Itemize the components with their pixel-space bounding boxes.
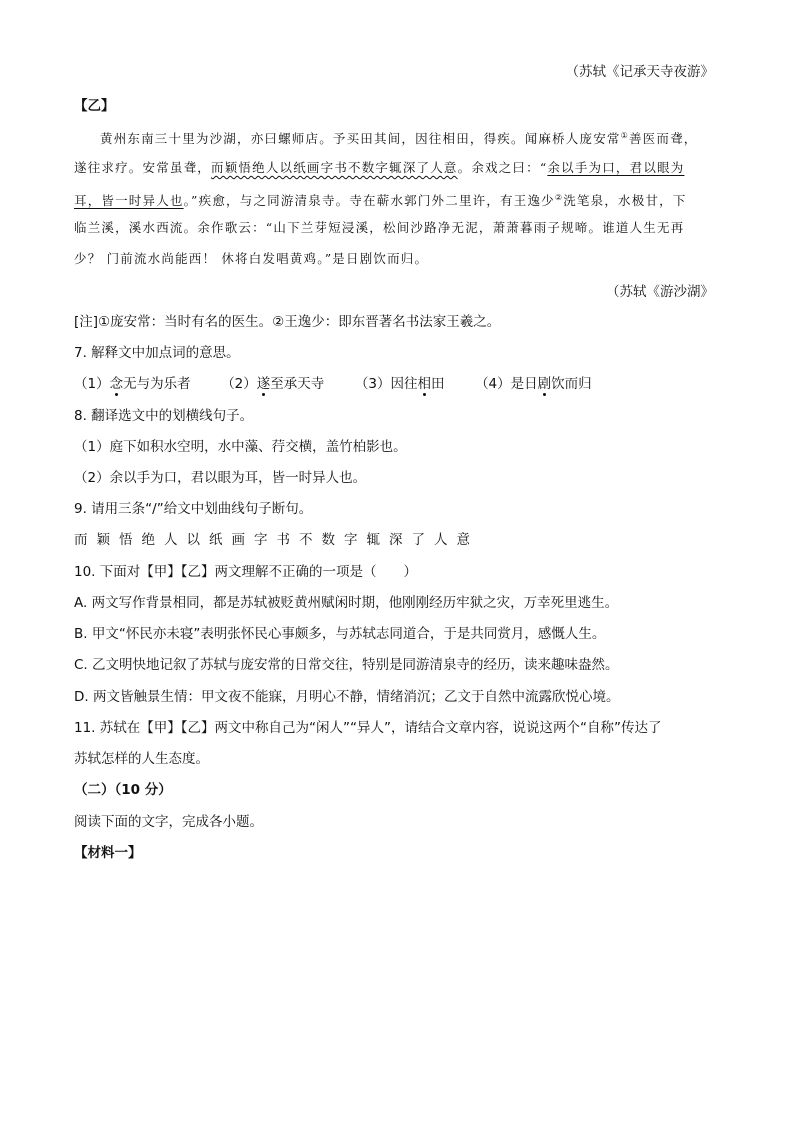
q8-stem: 8. 翻译选文中的划横线句子。 xyxy=(74,408,254,424)
jia-source: （苏轼《记承天寺夜游》 xyxy=(565,64,714,80)
q7-stem: 7. 解释文中加点词的意思。 xyxy=(74,345,240,361)
q9-sentence: 而颖悟绝人以纸画字书不数字辄深了人意 xyxy=(74,532,479,548)
annotation: [注]①庞安常：当时有名的医生。②王逸少：即东晋著名书法家王羲之。 xyxy=(74,314,501,330)
material-1-heading: 【材料一】 xyxy=(74,845,142,861)
dotted-word-ju: 剧 xyxy=(537,376,552,392)
passage-line-5: 少？ 门前流水尚能西！ 休将白发唱黄鸡。”是日剧饮而归。 xyxy=(74,251,429,266)
dotted-word-xiang: 相 xyxy=(417,376,431,392)
underlined-sentence-part-1: 余以手为口，君以眼为 xyxy=(547,160,685,175)
q8-sentence-1: （1）庭下如积水空明，水中藻、荇交横，盖竹柏影也。 xyxy=(74,439,407,455)
q9-stem: 9. 请用三条“/”给文中划曲线句子断句。 xyxy=(74,501,313,517)
q11-line-2: 苏轼怎样的人生态度。 xyxy=(74,751,209,767)
passage-line-1: 黄州东南三十里为沙湖，亦曰螺师店。予买田其间，因往相田，得疾。闻麻桥人庞安常①善医而聋， xyxy=(100,131,698,147)
yi-source: （苏轼《游沙湖》 xyxy=(606,284,714,300)
read-instruction: 阅读下面的文字，完成各小题。 xyxy=(74,814,263,830)
q10-option-a: A. 两文写作背景相同，都是苏轼被贬黄州赋闲时期，他刚刚经历牢狱之灾，万幸死里逃生。 xyxy=(74,595,619,611)
q10-option-b: B. 甲文“怀民亦未寝”表明张怀民心事颇多，与苏轼志同道合，于是共同赏月，感慨人生。 xyxy=(74,626,606,642)
note-1-mark: ① xyxy=(620,131,629,140)
q7-items: （1）念无与为乐者 （2）遂至承天寺 （3）因往相田 （4）是日剧饮而归 xyxy=(74,376,592,392)
wavy-underlined-sentence: 而颖悟绝人以纸画字书不数字辄深了人意 xyxy=(211,160,458,175)
dotted-word-nian: 念 xyxy=(109,376,124,392)
note-2-mark: ② xyxy=(554,193,564,202)
underlined-sentence-part-2: 耳，皆一时异人也 xyxy=(74,193,184,209)
section-2-heading: （二）（10 分） xyxy=(74,782,172,798)
passage-line-4: 临兰溪，溪水西流。余作歌云：“山下兰芽短浸溪，松间沙路净无泥，萧萧暮雨子规啼。谁道人生无再 xyxy=(74,220,685,235)
passage-line-2: 遂往求疗。安常虽聋，而颖悟绝人以纸画字书不数字辄深了人意。余戏之曰：“余以手为口，君以眼为 xyxy=(74,160,685,175)
yi-heading: 【乙】 xyxy=(74,98,115,114)
q10-option-d: D. 两文皆触景生情：甲文夜不能寐，月明心不静，情绪消沉；乙文于自然中流露欣悦心境。 xyxy=(74,689,620,705)
q10-option-c: C. 乙文明快地记叙了苏轼与庞安常的日常交往，特别是同游清泉寺的经历，读来趣味盎然。 xyxy=(74,657,619,673)
q8-sentence-2: （2）余以手为口，君以眼为耳，皆一时异人也。 xyxy=(74,470,367,486)
passage-line-3: 耳，皆一时异人也。”疾愈，与之同游清泉寺。寺在蕲水郭门外二里许，有王逸少②洗笔泉，水极甘，下 xyxy=(74,193,687,209)
q11-line-1: 11. 苏轼在【甲】【乙】两文中称自己为“闲人”“异人”，请结合文章内容，说说这两个“自称”传达了 xyxy=(74,720,662,736)
dotted-word-sui: 遂 xyxy=(256,376,271,392)
q10-stem: 10. 下面对【甲】【乙】两文理解不正确的一项是（ ） xyxy=(74,564,418,580)
